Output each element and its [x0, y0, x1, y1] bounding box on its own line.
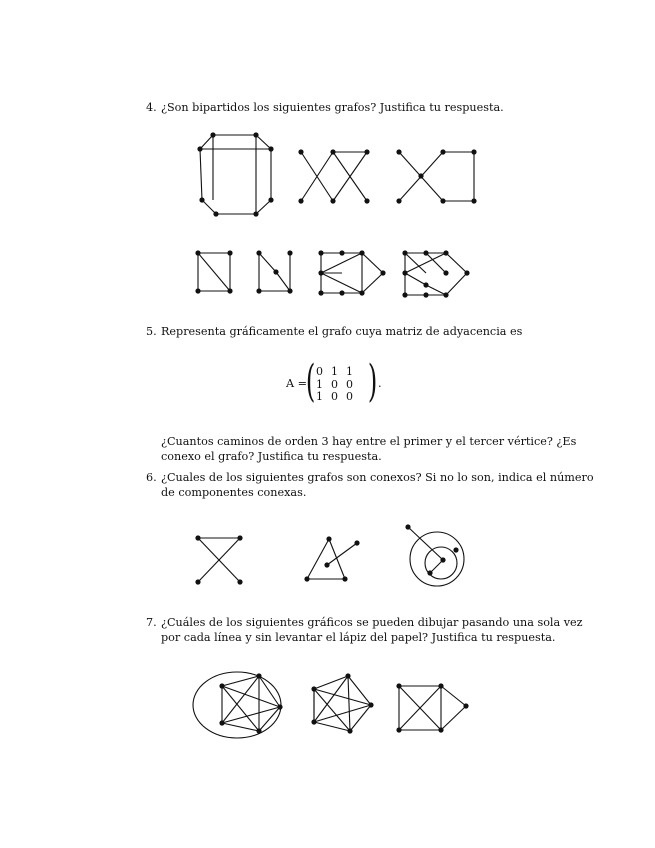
q5-text: Representa gráficamente el grafo cuya matriz de adyacencia es: [161, 325, 523, 338]
q5-number: 5.: [146, 325, 157, 338]
matrix-cell: 0: [346, 390, 353, 403]
q6-graph-2: [304, 536, 359, 581]
q7-graph-1: [193, 672, 283, 738]
q6-graph-3: [405, 524, 464, 586]
matrix-cell: 0: [346, 377, 353, 391]
q4-graph-1: [197, 132, 273, 216]
q4-graph-6: [318, 250, 385, 295]
matrix-cell: 1: [316, 377, 323, 391]
q7-graph-2: [311, 673, 373, 733]
matrix-right-paren: ): [367, 356, 378, 407]
matrix-cell: 0: [316, 365, 323, 378]
q4-graph-7: [402, 250, 469, 297]
matrix-left-paren: (: [305, 356, 316, 407]
q6-graph-1: [195, 535, 242, 584]
q4-number: 4.: [146, 101, 157, 114]
q4-graph-2: [298, 149, 369, 203]
matrix-cell: 1: [316, 390, 323, 403]
q7-line1: ¿Cuáles de los siguientes gráficos se pueden dibujar pasando una sola vez: [161, 616, 583, 629]
q4-graph-3: [396, 149, 476, 203]
q6-line2: de componentes conexas.: [161, 486, 307, 499]
q4-graph-4: [195, 250, 232, 293]
q6-line1: ¿Cuales de los siguientes grafos son conexos? Si no lo son, indica el número: [161, 471, 594, 484]
matrix-cell: 1: [331, 365, 338, 378]
matrix-cell: 1: [346, 365, 353, 378]
q7-graph-3: [396, 683, 468, 732]
q5-follow-line2: conexo el grafo? Justifica tu respuesta.: [161, 450, 382, 463]
matrix-table: [312, 366, 357, 404]
matrix-cell: 0: [331, 390, 338, 403]
matrix-cell: 0: [331, 377, 338, 391]
q4-text: ¿Son bipartidos los siguientes grafos? Justifica tu respuesta.: [161, 101, 504, 114]
q6-number: 6.: [146, 471, 157, 484]
q7-number: 7.: [146, 616, 157, 629]
q4-graph-5: [256, 250, 292, 293]
q7-line2: por cada línea y sin levantar el lápiz del papel? Justifica tu respuesta.: [161, 631, 556, 644]
matrix-label: A =: [286, 377, 308, 390]
matrix-period: .: [378, 377, 382, 390]
q5-follow-line1: ¿Cuantos caminos de orden 3 hay entre el primer y el tercer vértice? ¿Es: [161, 435, 577, 448]
